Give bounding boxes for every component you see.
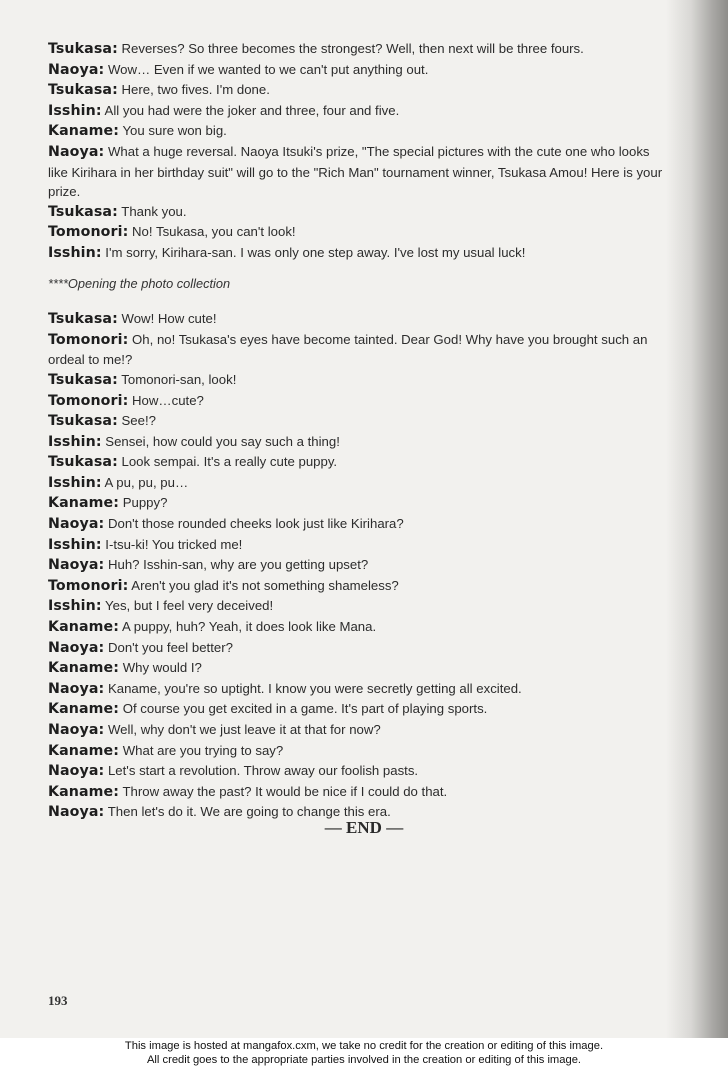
dialogue-text: A pu, pu, pu… bbox=[104, 474, 189, 490]
dialogue-line bbox=[48, 535, 668, 556]
speaker-name: Kaname: bbox=[48, 495, 120, 512]
dialogue-body bbox=[48, 39, 668, 823]
dialogue-text: Well, why don't we just leave it at that for now? bbox=[107, 722, 381, 737]
stage-note: ****Opening the photo collection bbox=[48, 275, 231, 291]
dialogue-line bbox=[48, 243, 668, 264]
dialogue-text: Why would I? bbox=[122, 660, 202, 676]
speaker-name: Tsukasa: bbox=[48, 203, 118, 220]
dialogue-line bbox=[48, 101, 668, 122]
speaker-name: Isshin: bbox=[48, 102, 102, 119]
dialogue-line bbox=[48, 80, 668, 101]
dialogue-line bbox=[48, 121, 668, 142]
dialogue-line bbox=[48, 514, 668, 535]
speaker-name: Naoya: bbox=[48, 61, 105, 78]
dialogue-line bbox=[48, 432, 668, 453]
speaker-name: Naoya: bbox=[48, 639, 105, 656]
dialogue-text: Tomonori-san, look! bbox=[121, 371, 237, 387]
dialogue-text: I-tsu-ki! You tricked me! bbox=[105, 536, 243, 552]
dialogue-line bbox=[48, 741, 668, 762]
dialogue-text: Here, two fives. I'm done. bbox=[121, 82, 270, 98]
dialogue-line bbox=[48, 142, 668, 202]
speaker-name: Tomonori: bbox=[48, 224, 129, 241]
dialogue-text: Huh? Isshin-san, why are you getting upset? bbox=[107, 557, 369, 573]
dialogue-line bbox=[48, 679, 668, 700]
speaker-name: Tsukasa: bbox=[48, 311, 118, 328]
speaker-name: Isshin: bbox=[48, 474, 102, 491]
dialogue-line bbox=[48, 782, 668, 803]
speaker-name: Tomonori: bbox=[48, 392, 129, 409]
dialogue-line bbox=[48, 638, 668, 659]
speaker-name: Kaname: bbox=[48, 742, 120, 759]
speaker-name: Tsukasa: bbox=[48, 41, 118, 57]
dialogue-line bbox=[48, 452, 668, 473]
dialogue-line bbox=[48, 493, 668, 514]
dialogue-line bbox=[48, 411, 668, 432]
speaker-name: Tsukasa: bbox=[48, 413, 118, 430]
speaker-name: Kaname: bbox=[48, 619, 120, 636]
speaker-name: Naoya: bbox=[48, 804, 105, 821]
dialogue-text: Look sempai. It's a really cute puppy. bbox=[121, 454, 338, 470]
dialogue-line bbox=[48, 473, 668, 494]
speaker-name: Naoya: bbox=[48, 680, 105, 697]
dialogue-line bbox=[48, 596, 668, 617]
credit-footer bbox=[0, 1040, 728, 1067]
dialogue-line bbox=[48, 391, 668, 412]
dialogue-line bbox=[48, 617, 668, 638]
dialogue-line bbox=[48, 576, 668, 597]
credit-line-1: This image is hosted at mangafox.cxm, we take no credit for the creation or editing of this image. bbox=[124, 1040, 604, 1052]
speaker-name: Tomonori: bbox=[48, 331, 129, 348]
dialogue-text: I'm sorry, Kirihara-san. I was only one step away. I've lost my usual luck! bbox=[105, 244, 526, 260]
end-mark: — END — bbox=[324, 818, 404, 837]
dialogue-text: Oh, no! Tsukasa's eyes have become tainted. Dear God! Why have you brought such an ordeal to me!? bbox=[48, 331, 648, 368]
dialogue-line bbox=[48, 761, 668, 782]
speaker-name: Naoya: bbox=[48, 763, 105, 780]
speaker-name: Tsukasa: bbox=[48, 371, 118, 388]
dialogue-line bbox=[48, 330, 668, 370]
dialogue-line bbox=[48, 39, 668, 60]
speaker-name: Tomonori: bbox=[48, 577, 129, 594]
dialogue-line bbox=[48, 658, 668, 679]
dialogue-text: Let's start a revolution. Throw away our foolish pasts. bbox=[107, 763, 419, 779]
dialogue-text: Don't you feel better? bbox=[107, 639, 233, 655]
dialogue-text: Wow… Even if we wanted to we can't put anything out. bbox=[107, 61, 429, 77]
dialogue-text: Sensei, how could you say such a thing! bbox=[105, 433, 340, 449]
speaker-name: Naoya: bbox=[48, 516, 105, 533]
dialogue-text: Thank you. bbox=[121, 203, 187, 219]
dialogue-text: What are you trying to say? bbox=[122, 742, 284, 758]
dialogue-text: No! Tsukasa, you can't look! bbox=[132, 224, 296, 240]
speaker-name: Naoya: bbox=[48, 143, 105, 160]
page-spine-shadow bbox=[666, 0, 728, 1038]
dialogue-section-bottom bbox=[48, 309, 668, 823]
dialogue-text: A puppy, huh? Yeah, it does look like Mana. bbox=[121, 619, 377, 635]
speaker-name: Kaname: bbox=[48, 123, 120, 140]
dialogue-text: Then let's do it. We are going to change this era. bbox=[107, 804, 391, 820]
dialogue-text: See!? bbox=[121, 413, 156, 429]
dialogue-text: Throw away the past? It would be nice if I could do that. bbox=[122, 783, 448, 799]
dialogue-line bbox=[48, 309, 668, 330]
dialogue-line bbox=[48, 555, 668, 576]
dialogue-text: What a huge reversal. Naoya Itsuki's prize, "The special pictures with the cute one who looks like Kirihara in her birthday suit" will go to the "Rich Man" tournament winner, Tsukasa Amou! Here is your prize. bbox=[48, 143, 663, 200]
dialogue-text: How…cute? bbox=[132, 392, 204, 408]
speaker-name: Tsukasa: bbox=[48, 454, 118, 471]
speaker-name: Kaname: bbox=[48, 701, 120, 718]
dialogue-line bbox=[48, 370, 668, 391]
dialogue-text: Kaname, you're so uptight. I know you were secretly getting all excited. bbox=[107, 680, 522, 696]
dialogue-line bbox=[48, 202, 668, 223]
speaker-name: Isshin: bbox=[48, 536, 102, 553]
dialogue-text: Puppy? bbox=[122, 495, 168, 511]
dialogue-line bbox=[48, 699, 668, 720]
dialogue-text: Don't those rounded cheeks look just like Kirihara? bbox=[107, 516, 404, 532]
dialogue-text: Of course you get excited in a game. It's part of playing sports. bbox=[122, 701, 488, 717]
speaker-name: Isshin: bbox=[48, 433, 102, 450]
speaker-name: Isshin: bbox=[48, 598, 102, 615]
dialogue-line bbox=[48, 222, 668, 243]
dialogue-line bbox=[48, 60, 668, 81]
dialogue-text: Wow! How cute! bbox=[121, 311, 217, 327]
page-number: 193 bbox=[48, 993, 68, 1008]
dialogue-text: All you had were the joker and three, four and five. bbox=[104, 102, 400, 118]
credit-line-2: All credit goes to the appropriate parties involved in the creation or editing of this image. bbox=[146, 1053, 582, 1066]
dialogue-text: You sure won big. bbox=[122, 123, 227, 139]
speaker-name: Naoya: bbox=[48, 722, 105, 738]
speaker-name: Tsukasa: bbox=[48, 82, 118, 99]
speaker-name: Kaname: bbox=[48, 660, 120, 677]
speaker-name: Kaname: bbox=[48, 783, 120, 800]
speaker-name: Isshin: bbox=[48, 244, 102, 261]
dialogue-section-top bbox=[48, 39, 668, 264]
dialogue-line bbox=[48, 720, 668, 741]
speaker-name: Naoya: bbox=[48, 557, 105, 574]
dialogue-text: Yes, but I feel very deceived! bbox=[105, 598, 274, 614]
dialogue-text: Aren't you glad it's not something shameless? bbox=[131, 577, 399, 593]
dialogue-text: Reverses? So three becomes the strongest? Well, then next will be three fours. bbox=[121, 41, 584, 56]
